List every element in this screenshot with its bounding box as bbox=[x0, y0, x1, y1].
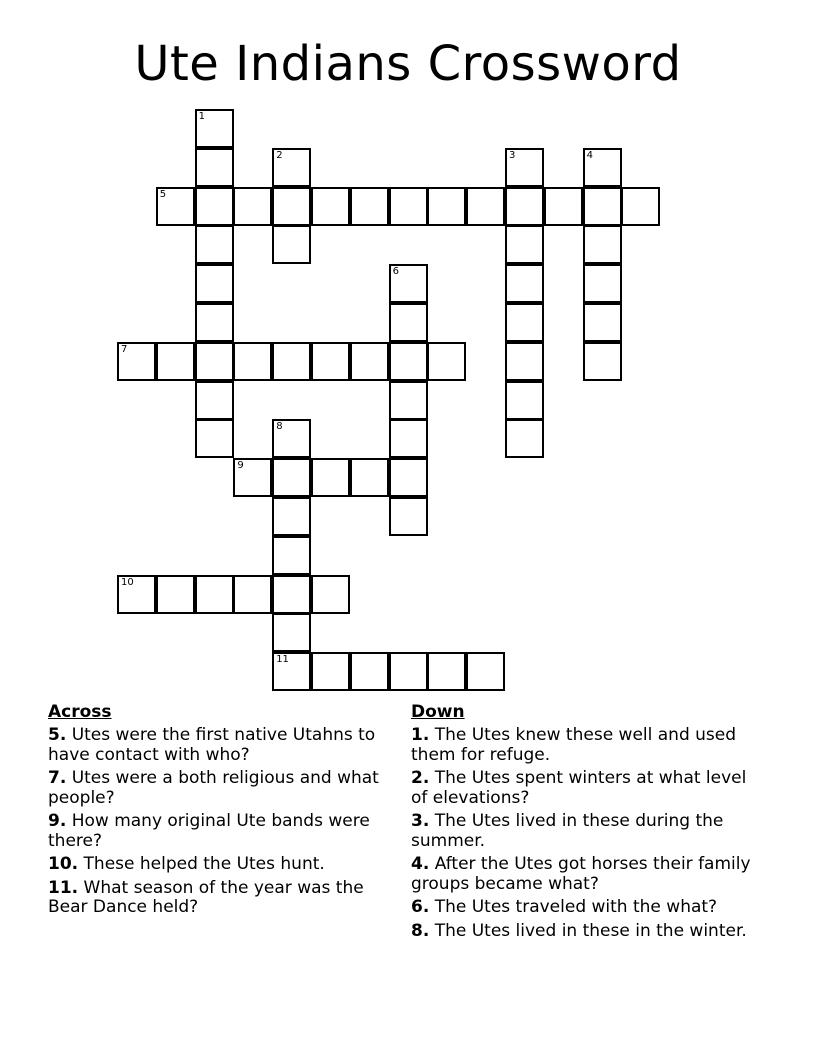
grid-cell[interactable] bbox=[156, 575, 195, 614]
grid-cell[interactable] bbox=[389, 303, 428, 342]
grid-cell[interactable] bbox=[389, 652, 428, 691]
down-clue bbox=[411, 922, 756, 942]
grid-cell[interactable] bbox=[272, 458, 311, 497]
down-clue-list bbox=[411, 726, 756, 941]
grid-cell[interactable] bbox=[272, 652, 311, 691]
grid-cell[interactable] bbox=[311, 458, 350, 497]
down-heading: Down bbox=[411, 702, 465, 722]
grid-cell[interactable] bbox=[389, 419, 428, 458]
grid-cell[interactable] bbox=[389, 381, 428, 420]
clue-number: 10 bbox=[121, 576, 134, 588]
grid-cell[interactable] bbox=[233, 458, 272, 497]
grid-cell[interactable] bbox=[233, 187, 272, 226]
clue-text: What season of the year was the Bear Dance held? bbox=[48, 877, 364, 917]
clue-text: The Utes lived in these in the winter. bbox=[429, 920, 747, 941]
clue-text: How many original Ute bands were there? bbox=[48, 811, 370, 851]
clue-num: 11. bbox=[48, 877, 79, 898]
grid-cell[interactable] bbox=[583, 342, 622, 381]
across-clue bbox=[48, 879, 393, 918]
grid-cell[interactable] bbox=[389, 264, 428, 303]
clue-number: 5 bbox=[159, 188, 167, 200]
grid-cell[interactable] bbox=[583, 264, 622, 303]
grid-cell[interactable] bbox=[505, 303, 544, 342]
grid-cell[interactable] bbox=[195, 419, 234, 458]
grid-cell[interactable] bbox=[389, 342, 428, 381]
grid-cell[interactable] bbox=[544, 187, 583, 226]
grid-cell[interactable] bbox=[272, 342, 311, 381]
grid-cell[interactable] bbox=[272, 187, 311, 226]
grid-cell[interactable] bbox=[350, 652, 389, 691]
grid-cell[interactable] bbox=[505, 187, 544, 226]
across-clue bbox=[48, 769, 393, 808]
grid-cell[interactable] bbox=[156, 342, 195, 381]
grid-cell[interactable] bbox=[466, 187, 505, 226]
grid-cell[interactable] bbox=[233, 342, 272, 381]
grid-cell[interactable] bbox=[505, 148, 544, 187]
down-clue bbox=[411, 898, 756, 918]
grid-cell[interactable] bbox=[311, 187, 350, 226]
grid-cell[interactable] bbox=[505, 419, 544, 458]
grid-cell[interactable] bbox=[117, 342, 156, 381]
clue-text: These helped the Utes hunt. bbox=[78, 854, 325, 874]
down-clue bbox=[411, 726, 756, 765]
clue-text: After the Utes got horses their family groups became what? bbox=[411, 854, 751, 894]
clue-text: The Utes traveled with the what? bbox=[429, 897, 718, 917]
down-clue bbox=[411, 812, 756, 851]
across-clues bbox=[48, 702, 393, 922]
grid-cell[interactable] bbox=[389, 458, 428, 497]
clue-number: 11 bbox=[276, 654, 289, 666]
clue-num: 6. bbox=[411, 897, 430, 917]
clue-num: 4. bbox=[411, 854, 430, 874]
clue-num: 2. bbox=[411, 768, 430, 788]
grid-cell[interactable] bbox=[156, 187, 195, 226]
grid-cell[interactable] bbox=[117, 575, 156, 614]
across-clue bbox=[48, 726, 393, 765]
grid-cell[interactable] bbox=[350, 187, 389, 226]
clue-number: 6 bbox=[392, 266, 399, 278]
clue-num: 7. bbox=[48, 768, 67, 788]
grid-cell[interactable] bbox=[505, 225, 544, 264]
clue-num: 8. bbox=[411, 920, 430, 941]
across-clue bbox=[48, 855, 393, 875]
grid-cell[interactable] bbox=[583, 148, 622, 187]
down-clue bbox=[411, 855, 756, 894]
clue-text: The Utes knew these well and used them for refuge. bbox=[411, 725, 737, 765]
grid-cell[interactable] bbox=[272, 225, 311, 264]
grid-cell[interactable] bbox=[195, 225, 234, 264]
clue-num: 1. bbox=[411, 725, 430, 745]
clue-number: 1 bbox=[198, 111, 205, 122]
clue-num: 3. bbox=[411, 811, 430, 831]
grid-cell[interactable] bbox=[272, 497, 311, 536]
clue-number: 9 bbox=[237, 460, 244, 472]
down-clue bbox=[411, 769, 756, 808]
grid-cell[interactable] bbox=[195, 575, 234, 614]
grid-cell[interactable] bbox=[272, 536, 311, 575]
clue-num: 10. bbox=[48, 854, 79, 874]
grid-cell[interactable] bbox=[195, 109, 234, 148]
grid-cell[interactable] bbox=[195, 187, 234, 226]
clue-number: 8 bbox=[276, 421, 283, 433]
clue-text: Utes were a both religious and what people? bbox=[48, 768, 379, 808]
clue-number: 3 bbox=[509, 149, 516, 161]
clue-number: 2 bbox=[276, 149, 283, 161]
grid-cell[interactable] bbox=[195, 381, 234, 420]
grid-cell[interactable] bbox=[272, 575, 311, 614]
clue-num: 5. bbox=[48, 725, 67, 745]
grid-cell[interactable] bbox=[311, 652, 350, 691]
grid-cell[interactable] bbox=[195, 264, 234, 303]
clue-number: 7 bbox=[121, 343, 128, 355]
grid-cell[interactable] bbox=[389, 187, 428, 226]
grid-cell[interactable] bbox=[505, 381, 544, 420]
clue-text: The Utes spent winters at what level of elevations? bbox=[411, 768, 747, 808]
grid-cell[interactable] bbox=[195, 303, 234, 342]
grid-cell[interactable] bbox=[272, 148, 311, 187]
grid-cell[interactable] bbox=[427, 342, 466, 381]
down-clues bbox=[411, 702, 756, 945]
grid-cell[interactable] bbox=[233, 575, 272, 614]
grid-cell[interactable] bbox=[195, 342, 234, 381]
page-title: Ute Indians Crossword bbox=[134, 36, 682, 92]
grid-cell[interactable] bbox=[466, 652, 505, 691]
grid-cell[interactable] bbox=[311, 342, 350, 381]
clue-num: 9. bbox=[48, 811, 67, 831]
grid-cell[interactable] bbox=[505, 342, 544, 381]
grid-cell[interactable] bbox=[195, 148, 234, 187]
grid-cell[interactable] bbox=[350, 458, 389, 497]
grid-cell[interactable] bbox=[583, 225, 622, 264]
grid-cell[interactable] bbox=[272, 419, 311, 458]
grid-cell[interactable] bbox=[389, 497, 428, 536]
grid-cell[interactable] bbox=[272, 613, 311, 652]
grid-cell[interactable] bbox=[583, 187, 622, 226]
grid-cell[interactable] bbox=[427, 187, 466, 226]
clue-number: 4 bbox=[586, 149, 593, 161]
grid-cell[interactable] bbox=[621, 187, 660, 226]
clue-text: The Utes lived in these during the summer. bbox=[411, 811, 724, 851]
grid-cell[interactable] bbox=[427, 652, 466, 691]
grid-cell[interactable] bbox=[311, 575, 350, 614]
clue-text: Utes were the first native Utahns to have contact with who? bbox=[48, 725, 376, 765]
grid-cell[interactable] bbox=[505, 264, 544, 303]
across-clue-list bbox=[48, 726, 393, 918]
across-clue bbox=[48, 812, 393, 851]
grid-cell[interactable] bbox=[350, 342, 389, 381]
grid-cell[interactable] bbox=[583, 303, 622, 342]
across-heading: Across bbox=[48, 702, 112, 722]
